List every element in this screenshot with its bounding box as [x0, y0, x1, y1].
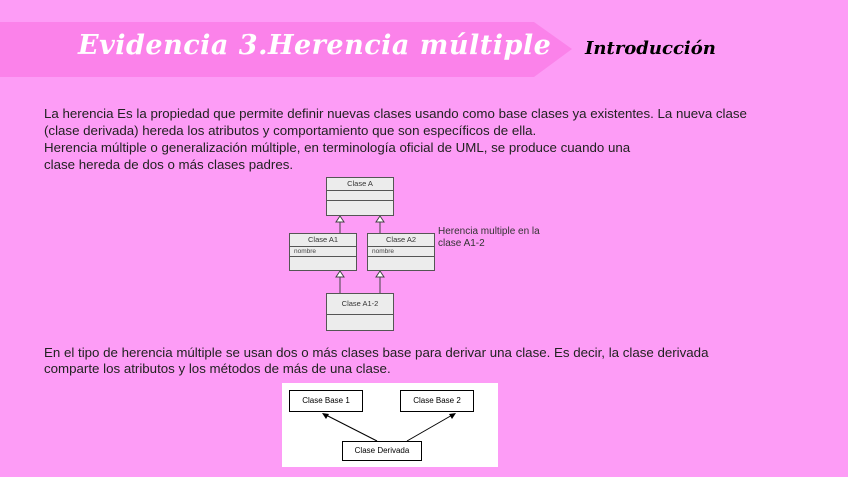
- class-a12-name: Clase A1-2: [327, 294, 393, 315]
- intro-line-1: La herencia Es la propiedad que permite definir nuevas clases usando como base clases ya existentes. La nueva clase: [44, 106, 747, 121]
- base-class-2-box: Clase Base 2: [400, 390, 474, 412]
- uml-diagram-multiple-inheritance: [286, 175, 438, 333]
- class-a2-attr: nombre: [368, 247, 434, 257]
- class-a-name: Clase A: [327, 178, 393, 191]
- diagram-note-line-2: clase A1-2: [438, 238, 485, 249]
- slide-title: Evidencia 3.Herencia múltiple: [78, 30, 552, 61]
- intro-line-4: clase hereda de dos o más clases padres.: [44, 157, 294, 172]
- class-a-box: [326, 177, 394, 216]
- body-line-2: comparte los atributos y los métodos de más de una clase.: [44, 361, 391, 376]
- class-a2-box: [367, 233, 435, 271]
- body-line-1: En el tipo de herencia múltiple se usan dos o más clases base para derivar una clase. Es decir, la clase derivada: [44, 345, 709, 360]
- class-a1-attr: nombre: [290, 247, 356, 257]
- base-class-1-box: Clase Base 1: [289, 390, 363, 412]
- diagram-note-line-1: Herencia multiple en la: [438, 226, 540, 237]
- class-a1-name: Clase A1: [290, 234, 356, 247]
- section-label: Introducción: [585, 38, 716, 59]
- derived-class-box: Clase Derivada: [342, 441, 422, 461]
- class-a2-name: Clase A2: [368, 234, 434, 247]
- class-a1-box: [289, 233, 357, 271]
- intro-line-2: (clase derivada) hereda los atributos y comportamiento que son específicos de ella.: [44, 123, 537, 138]
- class-a-attrs: [327, 191, 393, 201]
- diagram-note: [438, 226, 540, 250]
- class-a12-box: [326, 293, 394, 331]
- base-derived-diagram: [282, 383, 498, 467]
- intro-line-3: Herencia múltiple o generalización múltiple, en terminología oficial de UML, se produce cuando una: [44, 140, 631, 155]
